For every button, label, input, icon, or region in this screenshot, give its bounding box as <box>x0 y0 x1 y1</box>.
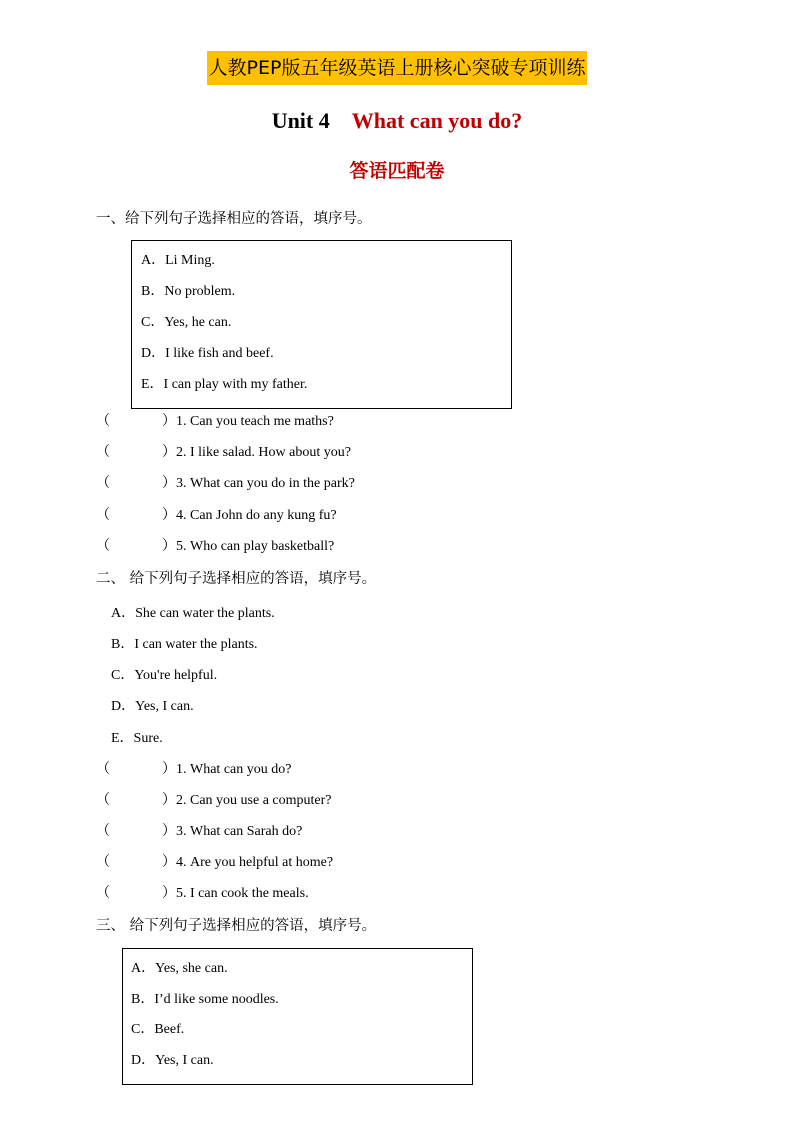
answer-paren-open: （ <box>96 762 110 777</box>
answer-paren-close: ） <box>162 793 176 808</box>
option: D．I like fish and beef. <box>141 346 274 361</box>
question-text: 1. Can you teach me maths? <box>176 414 334 429</box>
answer-paren-close: ） <box>162 445 176 460</box>
question-text: 4. Can John do any kung fu? <box>176 508 337 523</box>
unit-number: Unit 4 <box>271 108 330 133</box>
question-text: 1. What can you do? <box>176 762 292 777</box>
option: B．No problem. <box>141 284 236 299</box>
answer-paren-close: ） <box>162 855 176 870</box>
question-text: 4. Are you helpful at home? <box>176 855 334 870</box>
unit-heading <box>0 108 794 134</box>
question-text: 2. Can you use a computer? <box>176 793 332 808</box>
answer-paren-open: （ <box>96 445 110 460</box>
banner-title <box>0 53 794 80</box>
answer-paren-open: （ <box>96 539 110 554</box>
option: A．Li Ming. <box>141 253 215 268</box>
option: C．You're helpful. <box>111 668 218 683</box>
question-row <box>96 758 291 778</box>
question-text: 2. I like salad. How about you? <box>176 445 351 460</box>
answer-paren-close: ） <box>162 824 176 839</box>
question-row <box>96 882 309 902</box>
unit-title: What can you do? <box>351 108 523 133</box>
question-row <box>96 851 333 871</box>
question-row <box>96 789 332 809</box>
answer-paren-close: ） <box>162 886 176 901</box>
option: A．She can water the plants. <box>111 606 275 621</box>
answer-paren-open: （ <box>96 508 110 523</box>
option: E．Sure. <box>111 731 163 746</box>
section-1-heading: 一、给下列句子选择相应的答语，填序号。 <box>96 211 372 227</box>
question-text: 5. I can cook the meals. <box>176 886 309 901</box>
answer-paren-close: ） <box>162 539 176 554</box>
option: C．Yes, he can. <box>141 315 232 330</box>
question-row <box>96 441 351 461</box>
answer-paren-open: （ <box>96 886 110 901</box>
answer-paren-close: ） <box>162 476 176 491</box>
question-text: 5. Who can play basketball? <box>176 539 335 554</box>
option: C．Beef. <box>131 1022 185 1037</box>
answer-paren-close: ） <box>162 414 176 429</box>
answer-paren-open: （ <box>96 793 110 808</box>
option: E．I can play with my father. <box>141 377 308 392</box>
question-text: 3. What can Sarah do? <box>176 824 303 839</box>
answer-paren-open: （ <box>96 414 110 429</box>
question-row <box>96 472 355 492</box>
answer-paren-open: （ <box>96 476 110 491</box>
answer-paren-close: ） <box>162 762 176 777</box>
option: B．I can water the plants. <box>111 637 258 652</box>
option: D．Yes, I can. <box>111 699 194 714</box>
answer-paren-open: （ <box>96 824 110 839</box>
question-text: 3. What can you do in the park? <box>176 476 355 491</box>
answer-paren-open: （ <box>96 855 110 870</box>
answer-paren-close: ） <box>162 508 176 523</box>
section-3-heading: 三、 给下列句子选择相应的答语，填序号。 <box>96 918 377 934</box>
question-row <box>96 504 337 524</box>
option: B．I’d like some noodles. <box>131 992 279 1007</box>
question-row <box>96 820 302 840</box>
option: D．Yes, I can. <box>131 1053 214 1068</box>
section-2-heading: 二、 给下列句子选择相应的答语，填序号。 <box>96 571 377 587</box>
banner-text: 人教PEP版五年级英语上册核心突破专项训练 <box>207 51 588 85</box>
option: A．Yes, she can. <box>131 961 228 976</box>
question-row <box>96 410 334 430</box>
question-row <box>96 535 334 555</box>
worksheet-subtitle: 答语匹配卷 <box>349 160 445 182</box>
